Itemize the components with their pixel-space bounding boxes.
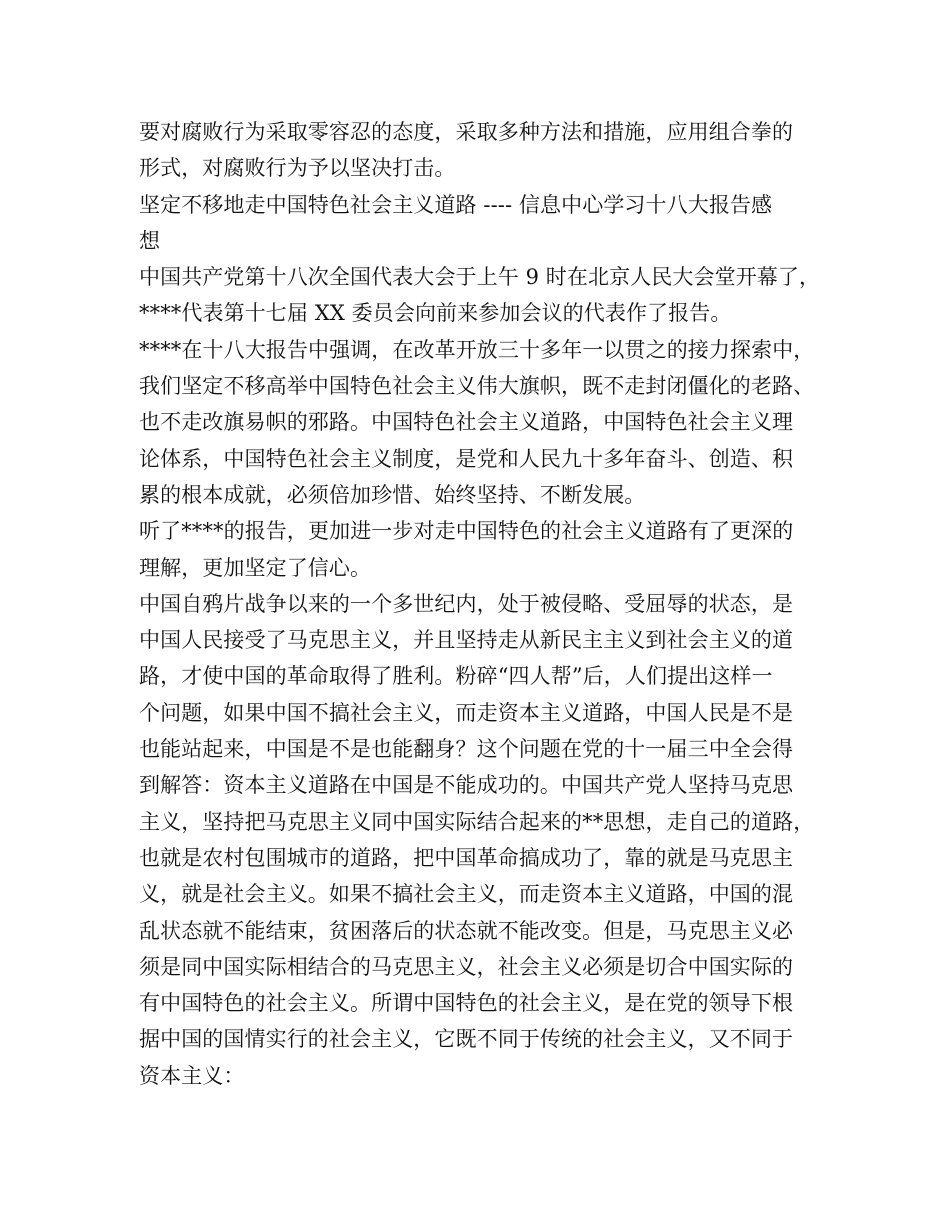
text-line: 理解，更加坚定了信心。 [139, 555, 372, 580]
text-line: 个问题，如果中国不搞社会主义，而走资本主义道路，中国人民是不是 [139, 700, 794, 725]
text-line: 中国共产党第十八次全国代表大会于上午 9 时在北京人民大会堂开幕了， [139, 265, 821, 290]
text-line: 据中国的国情实行的社会主义，它既不同于传统的社会主义，又不同于 [139, 1027, 794, 1052]
text-line: 累的根本成就，必须倍加珍惜、始终坚持、不断发展。 [139, 482, 646, 507]
document-body [139, 114, 829, 1094]
section-title-line: 想 [139, 228, 161, 253]
text-line: 我们坚定不移高举中国特色社会主义伟大旗帜，既不走封闭僵化的老路、 [139, 374, 815, 399]
section-title-line: 坚定不移地走中国特色社会主义道路 ---- 信息中心学习十八大报告感 [139, 192, 773, 217]
text-line: ****在十八大报告中强调，在改革开放三十多年一以贯之的接力探索中， [139, 337, 815, 362]
text-line: 中国人民接受了马克思主义，并且坚持走从新民主主义到社会主义的道 [139, 628, 794, 653]
text-line: 义，就是社会主义。如果不搞社会主义，而走资本主义道路，中国的混 [139, 882, 794, 907]
text-line: 也能站起来，中国是不是也能翻身？这个问题在党的十一届三中全会得 [139, 737, 794, 762]
text-line: 听了****的报告，更加进一步对走中国特色的社会主义道路有了更深的 [139, 519, 794, 544]
text-line: ****代表第十七届 XX 委员会向前来参加会议的代表作了报告。 [139, 301, 732, 326]
text-line: 也不走改旗易帜的邪路。中国特色社会主义道路，中国特色社会主义理 [139, 410, 794, 435]
text-line: 中国自鸦片战争以来的一个多世纪内，处于被侵略、受屈辱的状态，是 [139, 591, 794, 616]
text-line: 到解答：资本主义道路在中国是不能成功的。中国共产党人坚持马克思 [139, 773, 794, 798]
text-line: 也就是农村包围城市的道路，把中国革命搞成功了，靠的就是马克思主 [139, 845, 794, 870]
text-line: 要对腐败行为采取零容忍的态度，采取多种方法和措施，应用组合拳的 [139, 120, 794, 144]
text-line: 有中国特色的社会主义。所谓中国特色的社会主义，是在党的领导下根 [139, 991, 794, 1016]
text-line: 论体系，中国特色社会主义制度，是党和人民九十多年奋斗、创造、积 [139, 446, 794, 471]
text-line: 资本主义： [139, 1063, 245, 1088]
text-line: 形式，对腐败行为予以坚决打击。 [139, 156, 456, 181]
text-line: 乱状态就不能结束，贫困落后的状态就不能改变。但是，马克思主义必 [139, 918, 794, 943]
text-line: 须是同中国实际相结合的马克思主义，社会主义必须是切合中国实际的 [139, 954, 794, 979]
text-line: 主义，坚持把马克思主义同中国实际结合起来的**思想，走自己的道路， [139, 809, 815, 834]
text-line: 路，才使中国的革命取得了胜利。粉碎“四人帮”后，人们提出这样一 [139, 664, 773, 689]
